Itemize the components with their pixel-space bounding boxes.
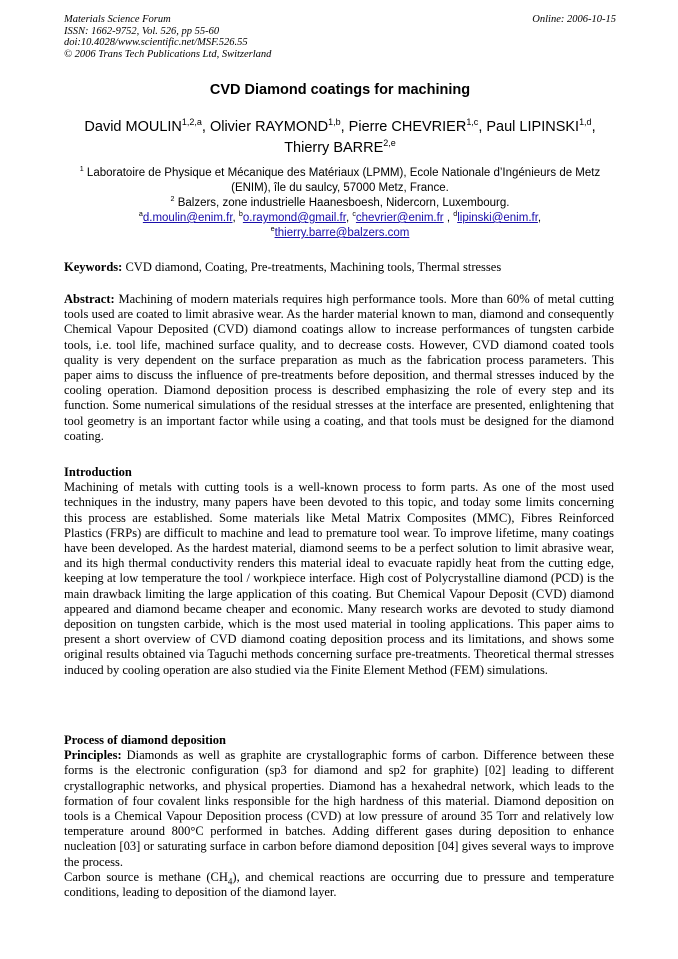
keywords-label: Keywords: — [64, 260, 123, 274]
keywords — [64, 260, 614, 275]
abstract-text: Machining of modern materials requires high performance tools. More than 60% of metal cutting tools used are coated to limit abrasive wear. As the harder material known to man, diamond and consequently Chemical Vapour Deposited (CVD) diamond coatings allow to increase performances of tungsten carbide tools, i.e. tool life, machined surface quality, and to decrease costs. However, CVD diamond coated tools quality is very dependent on the surface preparation as much as the fabrication process parameters. This paper aims to discuss the influence of pre-treatments before deposition, and thermal stresses induced by the cooling operation. Diamond deposition process is described emphasizing the role of every step and its function. Some numerical simulations of the residual stresses at the interface are presented, enlightening that tool geometry is an important factor while using a coating, and that tools must be designed for the diamond coating. — [64, 292, 614, 443]
author-list: David MOULIN$^{1,2,a}$, Olivier RAYMOND$^{1,b}$, Pierre CHEVRIER$^{1,c}$, Paul LIPINSKI$^{1,d}$, Thierry BARRE$^{2,e}$ — [84, 117, 596, 156]
copyright-line: © 2006 Trans Tech Publications Ltd, Switzerland — [64, 48, 272, 60]
author: David MOULIN$^{1,2,a}$ — [84, 117, 202, 135]
principles-label: Principles: — [64, 748, 122, 763]
online-date: Online: 2006-10-15 — [532, 14, 616, 25]
section-heading: Process of diamond deposition — [64, 733, 226, 747]
affiliations — [64, 166, 616, 241]
affiliation-2: $^2$ Balzers, zone industrielle Haanesboesh, Nidercorn, Luxembourg. — [170, 195, 510, 209]
email-list: $^a$d.moulin@enim.fr, $^b$o.raymond@gmail.fr, $^c$chevrier@enim.fr , $^d$lipinski@enim.fr, $^e$thierry.barre@balzers.com — [138, 210, 542, 239]
affiliation-1: $^1$ Laboratoire de Physique et Mécanique des Matériaux (LPMM), Ecole Nationale d’Ingénieurs de Metz (ENIM), île du saulcy, 57000 Metz, France. — [79, 165, 601, 194]
email-link[interactable]: lipinski@enim.fr — [457, 212, 538, 224]
introduction-text: Machining of metals with cutting tools is a well-known process to form parts. As one of the most used techniques in the industry, many papers have been devoted to this topic, and today some limits concerning this process are established. Some materials like Metal Matrix Composites (MMC), Fibres Reinforced Plastics (FRPs) are difficult to machine and lead to premature tool wear. To improve lifetime, many coatings have been developed. As the hardest material, diamond seems to be a perfect solution to limit abrasive wear, and its high thermal conductivity renders this material ideal to evacuate rapidly heat from the cutting edge, keeping at low temperature the tool / workpiece interface. High cost of Polycrystalline diamond (PCD) is the main drawback limiting the large application of this coating. But Chemical Vapour Deposit (CVD) diamond appeared and diamond became cheaper and economic. Many research works are devoted to study diamond deposition on tungsten carbide, which is the most used material in tooling applications. This paper aims to present a short overview of CVD diamond coating deposition process and its limitations, and shows some original results obtained via Taguchi methods concerning surface pre-treatments. Theoretical thermal stresses induced by cooling operation are also studied via the Finite Element Method (FEM) simulations. — [64, 480, 614, 677]
author: Thierry BARRE$^{2,e}$ — [284, 138, 396, 156]
email-link[interactable]: chevrier@enim.fr — [355, 212, 444, 224]
email-link[interactable]: o.raymond@gmail.fr — [242, 212, 346, 224]
doi-line: doi:10.4028/www.scientific.net/MSF.526.55 — [64, 37, 248, 48]
author: Olivier RAYMOND$^{1,b}$ — [209, 117, 341, 135]
carbon-source-paragraph: Carbon source is methane $(CH_4)$, and chemical reactions are occurring due to pressure and temperature conditions, leading to deposition of the diamond layer. — [64, 869, 614, 900]
introduction-section — [64, 465, 614, 678]
issn-line: ISSN: 1662-9752, Vol. 526, pp 55-60 — [64, 25, 220, 37]
abstract-label: Abstract: — [64, 292, 115, 306]
author: Paul LIPINSKI$^{1,d}$ — [486, 117, 592, 135]
journal-header — [64, 14, 616, 60]
author: Pierre CHEVRIER$^{1,c}$ — [348, 117, 479, 135]
email-link[interactable]: thierry.barre@balzers.com — [274, 227, 410, 239]
paper-title: CVD Diamond coatings for machining — [209, 82, 471, 98]
process-section — [64, 733, 614, 900]
section-heading: Introduction — [64, 465, 132, 479]
abstract — [64, 292, 614, 444]
email-link[interactable]: d.moulin@enim.fr — [142, 212, 233, 224]
keywords-text: CVD diamond, Coating, Pre-treatments, Machining tools, Thermal stresses — [122, 260, 502, 274]
principles-text: Diamonds as well as graphite are crystallographic forms of carbon. Difference between these forms is the electronic configuration (sp3 for diamond and sp2 for graphite) [02] leading to different crystallographic networks, and physical properties. Diamond has a hexahedral network, which leads to the formation of four covalent links responsible for the high hardness of this material. Diamond deposition on tools is a Chemical Vapour Deposition process (CVD) at low pressure of around 35 Torr and relatively low temperature around 800°C performed in batches. Adding different gases during deposition to enhance nucleation [03] or saturating surface in carbon before diamond deposition [04] gives several ways to improve the process. — [64, 748, 614, 869]
journal-name: Materials Science Forum — [64, 14, 171, 25]
